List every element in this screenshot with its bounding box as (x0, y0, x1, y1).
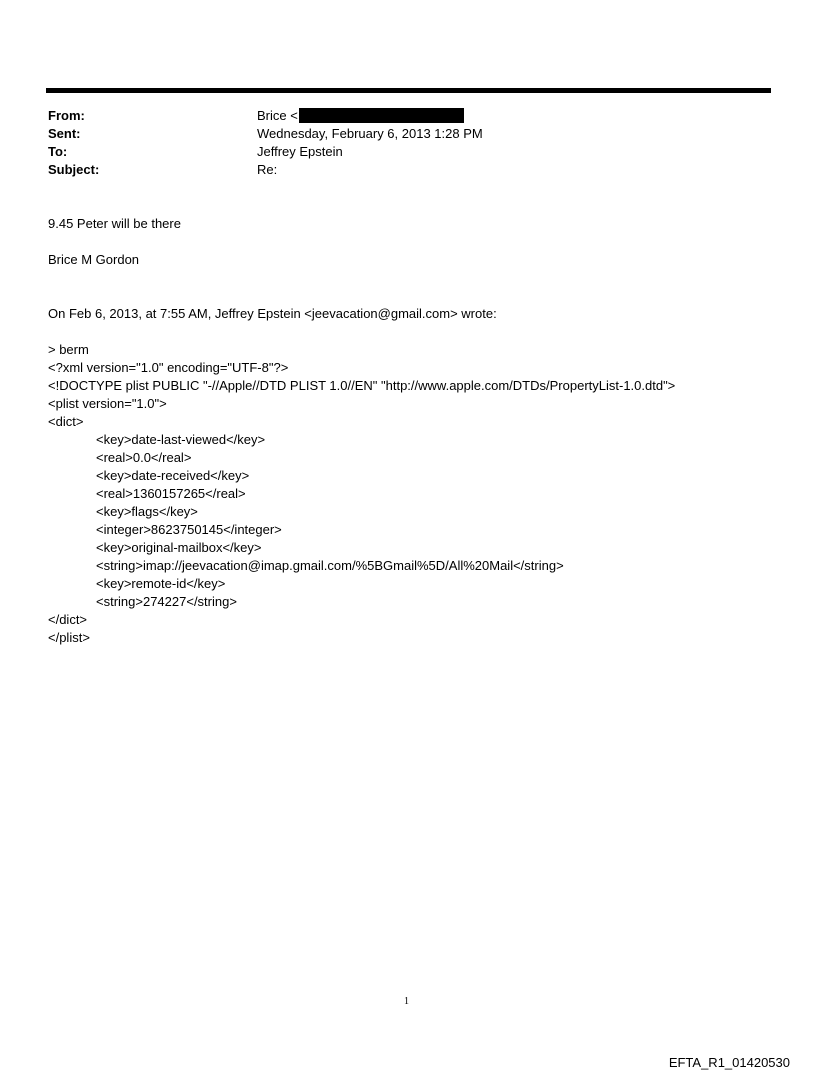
quoted-line: <key>date-last-viewed</key> (96, 432, 266, 447)
quoted-line: <real>0.0</real> (96, 450, 192, 465)
quoted-line: <key>date-received</key> (96, 468, 250, 483)
subject-value: Re: (257, 162, 278, 177)
to-value: Jeffrey Epstein (257, 144, 343, 159)
quoted-line: <plist version="1.0"> (48, 396, 167, 411)
quoted-line: <integer>8623750145</integer> (96, 522, 282, 537)
quoted-line: <!DOCTYPE plist PUBLIC "-//Apple//DTD PLIST 1.0//EN" "http://www.apple.com/DTDs/PropertyList-1.0.dtd"> (48, 378, 676, 393)
quoted-line: </plist> (48, 630, 90, 645)
subject-label: Subject: (48, 162, 100, 177)
bates-number: EFTA_R1_01420530 (668, 1055, 790, 1070)
quoted-line: > berm (48, 342, 89, 357)
quoted-line: <key>flags</key> (96, 504, 198, 519)
quoted-line: <key>remote-id</key> (96, 576, 226, 591)
sent-value: Wednesday, February 6, 2013 1:28 PM (257, 126, 483, 141)
quoted-line: <real>1360157265</real> (96, 486, 246, 501)
to-label: To: (48, 144, 68, 159)
from-value (257, 107, 464, 125)
page-number: 1 (404, 996, 409, 1007)
from-name: Brice < (257, 108, 298, 123)
quoted-line: </dict> (48, 612, 88, 627)
quoted-line: <string>274227</string> (96, 594, 237, 609)
redaction-box (299, 108, 464, 123)
signature: Brice M Gordon (48, 252, 140, 267)
sent-label: Sent: (48, 126, 81, 141)
from-label: From: (48, 108, 85, 123)
header-rule (46, 88, 771, 93)
message-text: 9.45 Peter will be there (48, 216, 181, 231)
quoted-line: <?xml version="1.0" encoding="UTF-8"?> (48, 360, 289, 375)
quote-intro: On Feb 6, 2013, at 7:55 AM, Jeffrey Epstein <jeevacation@gmail.com> wrote: (48, 306, 497, 321)
quoted-line: <key>original-mailbox</key> (96, 540, 262, 555)
quoted-line: <string>imap://jeevacation@imap.gmail.com/%5BGmail%5D/All%20Mail</string> (96, 558, 564, 573)
quoted-line: <dict> (48, 414, 84, 429)
